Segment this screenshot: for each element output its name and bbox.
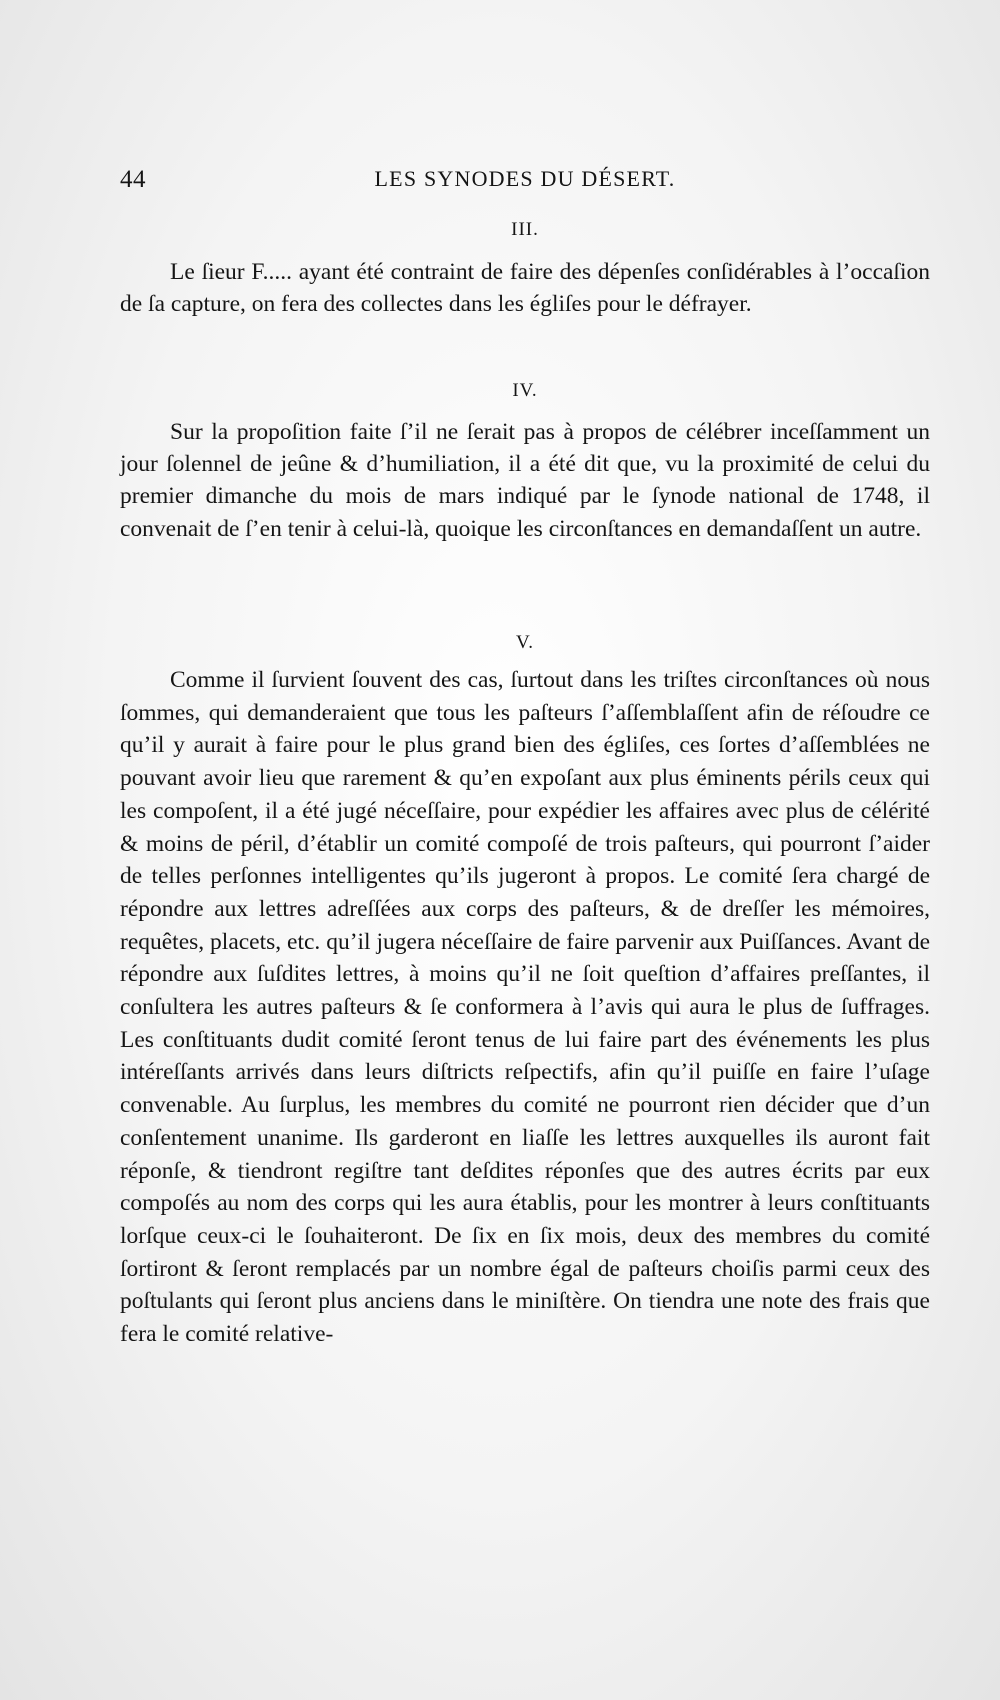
paragraph-iv: Sur la propoſition faite ſ’il ne ſerait pas à propos de célébrer inceſſamment un jour ſolennel de jeûne & d’humiliation, il a été dit que, vu la proximité de celui du premier dimanche du mois de mars indiqué par le ſynode national de 1748, il convenait de ſ’en tenir à celui-là, quoique les circonſtances en demandaſſent un autre.: [120, 419, 930, 542]
running-head: [120, 166, 930, 202]
page-number: 44: [120, 166, 146, 193]
section-heading-v: V.: [515, 632, 535, 653]
running-title: LES SYNODES DU DÉSERT.: [374, 166, 676, 191]
section-heading-iii: III.: [511, 219, 539, 240]
paragraph-v: Comme il ſurvient ſouvent des cas, ſurtout dans les triſtes circonſtances où nous ſommes, qui demanderaient que tous les paſteurs ſ’aſſemblaſſent afin de réſoudre ce qu’il y aurait à faire pour le plus grand bien des égliſes, ces ſortes d’aſſemblées ne pouvant avoir lieu que rarement & qu’en expoſant aux plus éminents périls ceux qui les compoſent, il a été jugé néceſſaire, pour expédier les affaires avec plus de célérité & moins de péril, d’établir un comité compoſé de trois paſteurs, qui pourront ſ’aider de telles perſonnes intelligentes qu’ils jugeront à propos. Le comité ſera chargé de répondre aux lettres adreſſées aux corps des paſteurs, & de dreſſer les mémoires, requêtes, placets, etc. qu’il jugera néceſſaire de faire parvenir aux Puiſſances. Avant de répondre aux ſuſdites lettres, à moins qu’il ne ſoit queſtion d’affaires preſſantes, il conſultera les autres paſteurs & ſe conformera à l’avis qui aura le plus de ſuffrages. Les conſtituants dudit comité ſeront tenus de lui faire part des événements les plus intéreſſants arrivés dans leurs diſtricts reſpectifs, afin qu’il puiſſe en faire l’uſage convenable. Au ſurplus, les membres du comité ne pourront rien décider que d’un conſentement unanime. Ils garderont en liaſſe les lettres auxquelles ils auront fait réponſe, & tiendront regiſtre tant deſdites réponſes que des autres écrits par eux compoſés au nom des corps qui les aura établis, pour les montrer à leurs conſtituants lorſque ceux-ci le ſouhaiteront. De ſix en ſix mois, deux des membres du comité ſortiront & ſeront remplacés par un nombre égal de paſteurs choiſis parmi ceux des poſtulants qui ſeront plus anciens dans le miniſtère. On tiendra une note des frais que fera le comité relative-: [120, 667, 930, 1348]
paragraph-iii: Le ſieur F..... ayant été contraint de faire des dépenſes conſidérables à l’occaſion de ſa capture, on fera des collectes dans les égliſes pour le défrayer.: [120, 259, 930, 318]
section-heading-iv: IV.: [512, 380, 538, 401]
